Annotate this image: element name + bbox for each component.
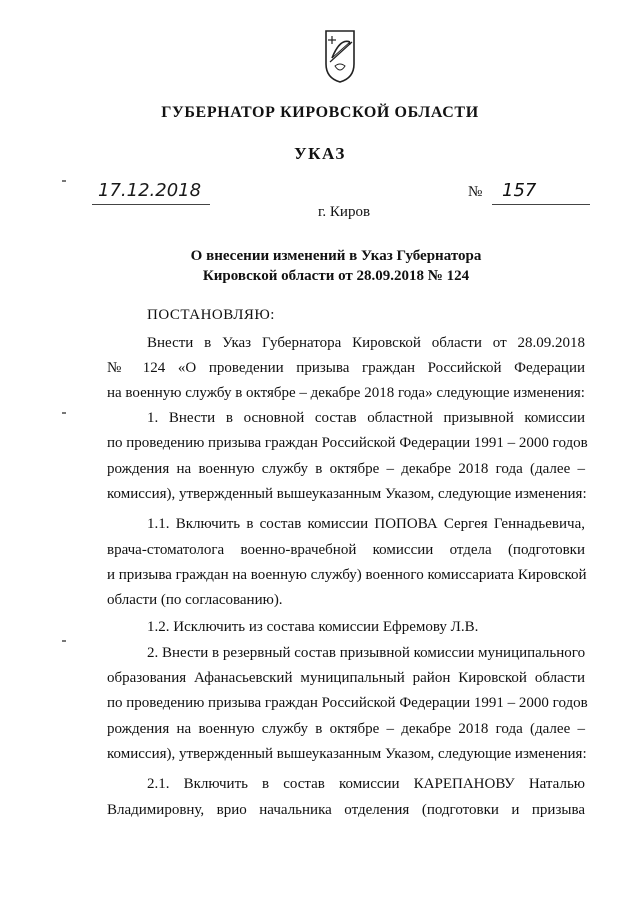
scan-mark (62, 640, 66, 642)
document-title (0, 246, 640, 286)
title-line: О внесении изменений в Указ Губернатора (190, 248, 482, 264)
text-line: 2.1. Включить в состав комиссии КАРЕПАНОВУ Наталью (147, 776, 585, 792)
document-number: 157 (492, 180, 590, 205)
text-line: образования Афанасьевский муниципальный район Кировской области (107, 670, 585, 686)
text-line: 2. Внести в резервный состав призывной комиссии муниципального (147, 645, 586, 661)
scan-mark (62, 412, 66, 414)
text-line: Владимировну, врио начальника отделения (подготовки и призыва (107, 802, 585, 818)
resolve-heading: ПОСТАНОВЛЯЮ: (147, 307, 275, 323)
document-type: УКАЗ (294, 144, 346, 163)
text-line: на военную службу в октябре – декабре 2018 года» следующие изменения: (107, 385, 585, 401)
title-line: Кировской области от 28.09.2018 № 124 (202, 268, 470, 284)
kirov-region-coat-of-arms-icon (323, 28, 357, 84)
text-line: по проведению призыва граждан Российской Федерации 1991 – 2000 годов (107, 695, 588, 711)
text-line: рождения на военную службу в октябре – декабре 2018 года (далее – (107, 721, 585, 737)
text-line: комиссия), утвержденный вышеуказанным Указом, следующие изменения: (107, 486, 587, 502)
text-line: комиссия), утвержденный вышеуказанным Указом, следующие изменения: (107, 746, 587, 762)
text-line: рождения на военную службу в октябре – декабре 2018 года (далее – (107, 461, 585, 477)
text-line: № 124 «О проведении призыва граждан Российской Федерации (107, 360, 585, 376)
text-line: 1. Внести в основной состав областной призывной комиссии (147, 410, 585, 426)
text-line: 1.1. Включить в состав комиссии ПОПОВА Сергея Геннадьевича, (147, 516, 585, 532)
text-line: по проведению призыва граждан Российской Федерации 1991 – 2000 годов (107, 435, 588, 451)
text-line: и призыва граждан на военную службу) военного комиссариата Кировской (107, 567, 587, 583)
text-line: области (по согласованию). (107, 592, 283, 608)
scan-mark (62, 180, 66, 182)
text-line: врача-стоматолога военно-врачебной комиссии отдела (подготовки (107, 542, 585, 558)
issue-city: г. Киров (317, 204, 371, 220)
number-sign: № (468, 184, 483, 200)
issuing-authority: ГУБЕРНАТОР КИРОВСКОЙ ОБЛАСТИ (161, 104, 479, 121)
document-date: 17.12.2018 (92, 180, 210, 205)
text-line: 1.2. Исключить из состава комиссии Ефремову Л.В. (147, 619, 479, 635)
text-line: Внести в Указ Губернатора Кировской области от 28.09.2018 (147, 335, 585, 351)
